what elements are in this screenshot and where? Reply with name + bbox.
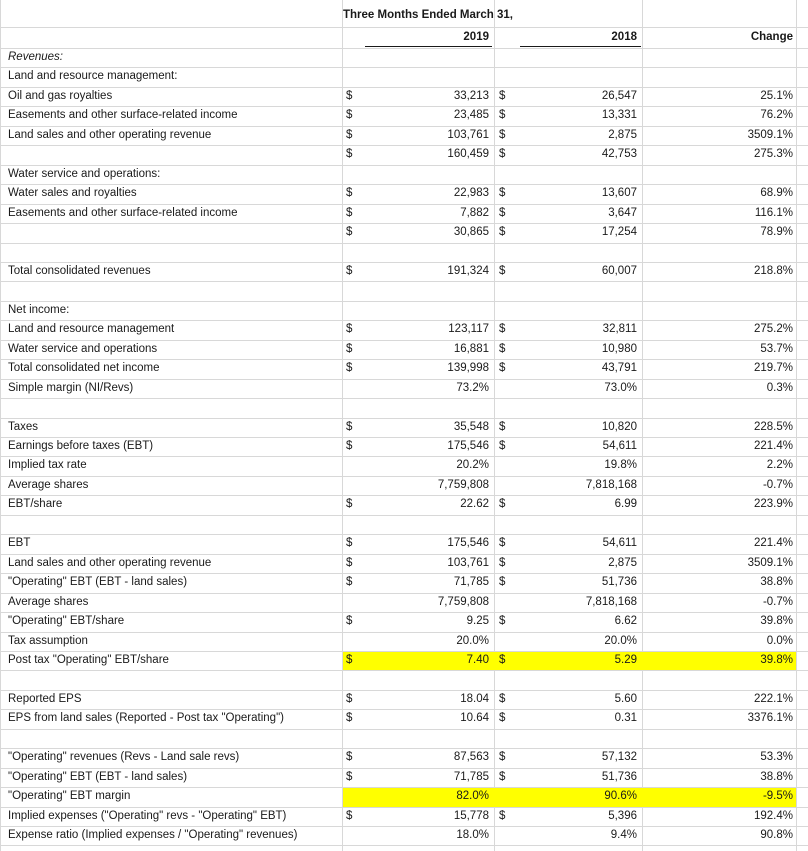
value-2018: 2,875 (608, 128, 637, 141)
value-change: 275.3% (753, 148, 793, 161)
table-row (0, 281, 808, 300)
dollar-sign-2018: $ (499, 89, 506, 102)
value-2018: 54,611 (602, 440, 637, 452)
value-change: 223.9% (753, 498, 793, 511)
table-row (0, 573, 808, 592)
value-2019: 87,563 (453, 751, 489, 764)
table-row (0, 651, 808, 670)
dollar-sign-2019: $ (346, 556, 353, 569)
dollar-sign-2019: $ (346, 148, 353, 161)
dollar-sign-2019: $ (346, 576, 353, 589)
column-header-2019-underline (365, 46, 492, 47)
dollar-sign-2018: $ (499, 809, 506, 822)
table-row (0, 554, 808, 573)
table-row (0, 67, 808, 86)
value-2018: 20.0% (604, 634, 637, 647)
table-row (0, 515, 808, 534)
table-row (0, 204, 808, 223)
dollar-sign-2018: $ (499, 556, 506, 569)
dollar-sign-2019: $ (346, 751, 353, 764)
value-2018: 32,811 (602, 323, 637, 336)
value-change: 38.8% (760, 576, 793, 589)
value-change: 3509.1% (747, 128, 793, 141)
row-label: Net income: (8, 303, 70, 316)
value-2019: 18.0% (456, 829, 489, 841)
table-row (0, 165, 808, 184)
value-change: 39.8% (760, 615, 793, 628)
value-2019: 7,759,808 (437, 478, 489, 491)
dollar-sign-2018: $ (499, 264, 506, 277)
value-2018: 9.4% (610, 829, 637, 841)
value-change: 3376.1% (747, 712, 793, 725)
value-2019: 35,548 (453, 420, 489, 433)
value-2018: 5,396 (608, 809, 637, 822)
row-label: Implied tax rate (8, 459, 87, 472)
value-change: -0.7% (762, 478, 793, 491)
table-row (0, 690, 808, 709)
table-row (0, 262, 808, 281)
dollar-sign-2018: $ (499, 226, 506, 239)
value-2018: 2,875 (608, 556, 637, 569)
row-label: Water service and operations: (8, 167, 161, 180)
row-label: Post tax "Operating" EBT/share (8, 653, 169, 666)
row-label: Average shares (8, 478, 89, 491)
value-2018: 10,980 (601, 342, 637, 355)
value-2019: 191,324 (447, 264, 489, 277)
value-change: 78.9% (760, 226, 793, 239)
row-label: Land sales and other operating revenue (8, 556, 212, 569)
row-label: Average shares (8, 595, 89, 608)
dollar-sign-2018: $ (499, 615, 506, 628)
value-change: -9.5% (762, 790, 793, 803)
value-2018: 5.60 (614, 692, 637, 705)
table-row (0, 748, 808, 767)
value-change: 221.4% (753, 440, 793, 452)
value-2019: 22.62 (460, 498, 489, 511)
value-2019: 123,117 (448, 323, 489, 336)
value-2019: 7,882 (460, 206, 489, 219)
row-label: Simple margin (NI/Revs) (8, 381, 134, 394)
dollar-sign-2018: $ (499, 148, 506, 161)
row-label: Implied expenses ("Operating" revs - "Operating" EBT) (8, 809, 287, 822)
value-2018: 73.0% (604, 381, 637, 394)
dollar-sign-2019: $ (346, 498, 353, 511)
value-change: 3509.1% (747, 556, 793, 569)
value-change: 219.7% (753, 362, 793, 375)
table-row (0, 398, 808, 417)
table-row (0, 48, 808, 67)
dollar-sign-2018: $ (499, 440, 506, 452)
table-row (0, 301, 808, 320)
value-change: 275.2% (753, 323, 793, 336)
value-change: 116.1% (754, 206, 793, 219)
table-row (0, 495, 808, 514)
value-2018: 43,791 (601, 362, 637, 375)
table-row (0, 534, 808, 553)
value-2018: 0.31 (614, 712, 637, 725)
row-label: Easements and other surface-related income (8, 109, 238, 122)
table-row (0, 612, 808, 631)
value-change: 222.1% (753, 692, 793, 705)
dollar-sign-2019: $ (346, 323, 353, 336)
table-row (0, 184, 808, 203)
value-2019: 82.0% (456, 790, 489, 803)
dollar-sign-2019: $ (346, 615, 353, 628)
dollar-sign-2018: $ (499, 342, 506, 355)
table-row (0, 826, 808, 845)
dollar-sign-2019: $ (346, 109, 353, 122)
value-change: 0.3% (766, 381, 793, 394)
value-2019: 30,865 (453, 226, 489, 239)
dollar-sign-2019: $ (346, 206, 353, 219)
dollar-sign-2019: $ (346, 440, 353, 452)
dollar-sign-2019: $ (346, 362, 353, 375)
value-change: 2.2% (766, 459, 793, 472)
value-2018: 42,753 (601, 148, 637, 161)
value-2019: 15,778 (453, 809, 489, 822)
value-change: 25.1% (760, 89, 793, 102)
table-row (0, 87, 808, 106)
column-header-change: Change (750, 31, 793, 43)
value-change: 76.2% (760, 109, 793, 122)
value-2018: 54,611 (602, 537, 637, 550)
value-2018: 90.6% (604, 790, 637, 803)
dollar-sign-2019: $ (346, 187, 353, 200)
row-label: Water service and operations (8, 342, 158, 355)
row-label (8, 670, 338, 689)
dollar-sign-2019: $ (346, 420, 353, 433)
dollar-sign-2018: $ (499, 109, 506, 122)
value-2018: 17,254 (601, 226, 637, 239)
row-label: Revenues: (8, 51, 63, 63)
value-2019: 73.2% (456, 381, 489, 394)
value-change: 53.7% (760, 342, 793, 355)
table-row (0, 418, 808, 437)
row-label: Taxes (8, 420, 39, 433)
value-2019: 22,983 (453, 187, 489, 200)
table-row (0, 456, 808, 475)
dollar-sign-2018: $ (499, 692, 506, 705)
value-2019: 175,546 (447, 440, 489, 452)
dollar-sign-2019: $ (346, 537, 353, 550)
dollar-sign-2019: $ (346, 692, 353, 705)
dollar-sign-2018: $ (499, 206, 506, 219)
value-2019: 20.0% (456, 634, 489, 647)
row-label: Tax assumption (8, 634, 88, 647)
table-row (0, 787, 808, 806)
dollar-sign-2018: $ (499, 187, 506, 200)
row-label: Earnings before taxes (EBT) (8, 440, 154, 452)
dollar-sign-2019: $ (346, 89, 353, 102)
dollar-sign-2018: $ (499, 362, 506, 375)
value-change: -0.7% (762, 595, 793, 608)
dollar-sign-2019: $ (346, 264, 353, 277)
dollar-sign-2018: $ (499, 323, 506, 336)
value-2018: 60,007 (601, 264, 637, 277)
value-2019: 71,785 (453, 770, 489, 783)
value-2019: 175,546 (447, 537, 489, 550)
table-row (0, 340, 808, 359)
value-change: 38.8% (760, 770, 793, 783)
table-row (0, 632, 808, 651)
value-change: 192.4% (753, 809, 793, 822)
value-2019: 23,485 (453, 109, 489, 122)
row-label: EBT/share (8, 498, 63, 511)
row-label (8, 243, 338, 262)
value-2019: 7,759,808 (437, 595, 489, 608)
value-2019: 7.40 (466, 653, 489, 666)
row-label (8, 281, 338, 300)
dollar-sign-2018: $ (499, 576, 506, 589)
row-label: Easements and other surface-related income (8, 206, 238, 219)
table-row (0, 145, 808, 164)
value-change: 218.8% (753, 264, 793, 277)
dollar-sign-2018: $ (499, 498, 506, 511)
table-row (0, 379, 808, 398)
value-2018: 51,736 (601, 576, 637, 589)
table-row (0, 320, 808, 339)
dollar-sign-2018: $ (499, 751, 506, 764)
dollar-sign-2019: $ (346, 342, 353, 355)
row-label: Reported EPS (8, 692, 82, 705)
row-label: "Operating" EBT margin (8, 790, 131, 803)
value-2018: 26,547 (601, 89, 637, 102)
row-label: Total consolidated net income (8, 362, 160, 375)
row-label: Expense ratio (Implied expenses / "Operating" revenues) (8, 829, 298, 841)
row-label: "Operating" EBT (EBT - land sales) (8, 576, 188, 589)
table-row (0, 359, 808, 378)
dollar-sign-2018: $ (499, 712, 506, 725)
table-row (0, 476, 808, 495)
table-row (0, 437, 808, 456)
row-label (8, 515, 338, 534)
row-label: "Operating" EBT/share (8, 615, 125, 628)
dollar-sign-2019: $ (346, 653, 353, 666)
dollar-sign-2018: $ (499, 128, 506, 141)
value-2018: 7,818,168 (585, 595, 637, 608)
column-header-2019: 2019 (463, 31, 489, 43)
row-label: Land sales and other operating revenue (8, 128, 212, 141)
value-2018: 5.29 (614, 653, 637, 666)
dollar-sign-2018: $ (499, 537, 506, 550)
column-header-2018-underline (520, 46, 641, 47)
row-label (8, 223, 338, 242)
dollar-sign-2019: $ (346, 770, 353, 783)
value-change: 0.0% (766, 634, 793, 647)
dollar-sign-2019: $ (346, 809, 353, 822)
table-row (0, 223, 808, 242)
value-2018: 13,331 (601, 109, 637, 122)
row-label: Land and resource management: (8, 70, 178, 83)
value-2019: 16,881 (453, 342, 489, 355)
table-row (0, 670, 808, 689)
dollar-sign-2018: $ (499, 770, 506, 783)
value-2018: 6.99 (614, 498, 637, 511)
value-change: 53.3% (760, 751, 793, 764)
row-label: "Operating" revenues (Revs - Land sale revs) (8, 751, 240, 764)
value-2018: 3,647 (608, 206, 637, 219)
row-label: Oil and gas royalties (8, 89, 113, 102)
value-2018: 6.62 (614, 615, 637, 628)
value-2019: 103,761 (447, 128, 489, 141)
value-change: 228.5% (753, 420, 793, 433)
table-row (0, 729, 808, 748)
period-header: Three Months Ended March 31, (343, 9, 513, 21)
value-2019: 71,785 (453, 576, 489, 589)
value-2019: 10.64 (460, 712, 489, 725)
value-2018: 13,607 (601, 187, 637, 200)
table-row (0, 126, 808, 145)
value-2019: 139,998 (447, 362, 489, 375)
value-2018: 51,736 (601, 770, 637, 783)
value-2018: 19.8% (604, 459, 637, 472)
row-label: Water sales and royalties (8, 187, 137, 200)
dollar-sign-2018: $ (499, 420, 506, 433)
value-change: 221.4% (753, 537, 793, 550)
value-2019: 103,761 (447, 556, 489, 569)
row-label: Total consolidated revenues (8, 264, 151, 277)
table-row (0, 106, 808, 125)
value-2018: 57,132 (601, 751, 637, 764)
table-row (0, 593, 808, 612)
value-2019: 18.04 (460, 692, 489, 705)
row-label (8, 398, 338, 417)
row-label (8, 729, 338, 748)
column-header-2018: 2018 (611, 31, 637, 43)
table-row (0, 807, 808, 826)
value-change: 39.8% (760, 653, 793, 666)
row-label: Land and resource management (8, 323, 175, 336)
row-label: "Operating" EBT (EBT - land sales) (8, 770, 188, 783)
value-2018: 7,818,168 (585, 478, 637, 491)
row-label (8, 145, 338, 164)
value-2019: 9.25 (466, 615, 489, 628)
dollar-sign-2019: $ (346, 712, 353, 725)
table-row (0, 243, 808, 262)
table-row (0, 709, 808, 728)
value-2019: 20.2% (456, 459, 489, 472)
value-2019: 160,459 (447, 148, 489, 161)
row-label: EBT (8, 537, 31, 550)
table-row (0, 768, 808, 787)
row-label: EPS from land sales (Reported - Post tax "Operating") (8, 712, 284, 725)
value-change: 68.9% (760, 187, 793, 200)
dollar-sign-2019: $ (346, 128, 353, 141)
dollar-sign-2019: $ (346, 226, 353, 239)
value-2018: 10,820 (601, 420, 637, 433)
dollar-sign-2018: $ (499, 653, 506, 666)
value-change: 90.8% (760, 829, 793, 841)
value-2019: 33,213 (453, 89, 489, 102)
